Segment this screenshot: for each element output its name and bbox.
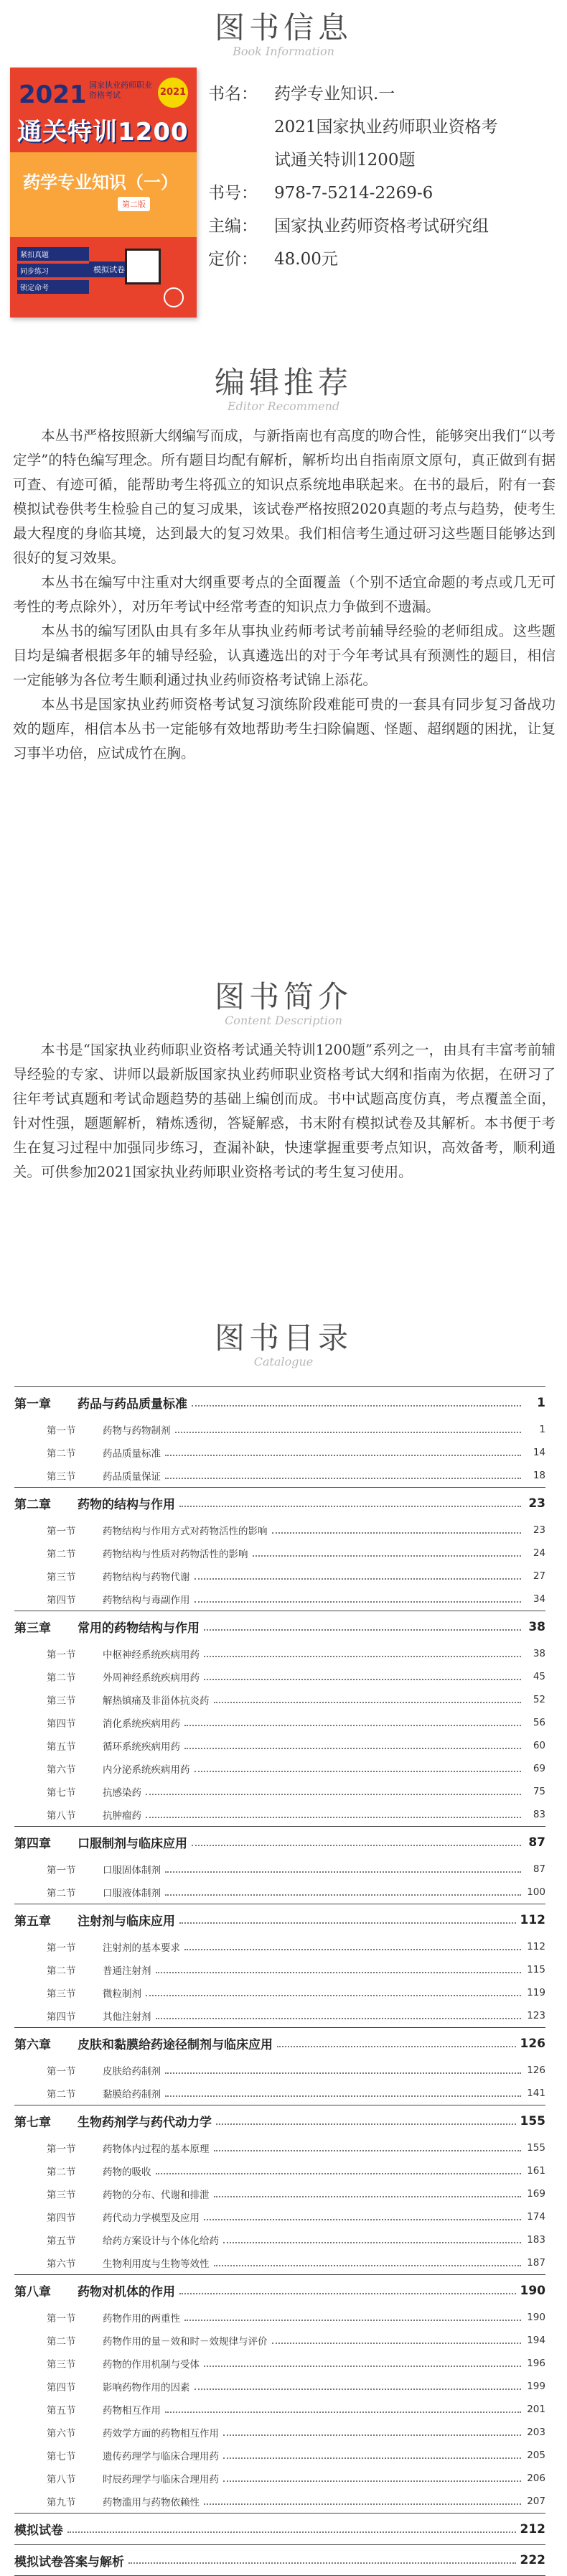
toc-chapter-number: 第六章	[14, 2038, 51, 2052]
toc-leader-dots	[195, 1601, 522, 1603]
toc-section-title: 注射剂的基本要求	[103, 1942, 180, 1954]
toc-section-number: 第四节	[47, 1718, 76, 1730]
toc-section-row	[14, 2136, 545, 2159]
toc-chapter-title: 注射剂与临床应用	[78, 1914, 175, 1929]
toc-chapter-number: 模拟试卷答案与解析	[14, 2554, 124, 2570]
toc-leader-dots	[223, 2457, 521, 2459]
toc-chapter-title: 皮肤和黏膜给药途径制剂与临床应用	[78, 2038, 273, 2052]
toc-chapter-number: 第三章	[14, 1621, 51, 1636]
toc-section-number: 第三节	[47, 2359, 76, 2371]
toc-section-number: 第四节	[47, 1595, 76, 1606]
toc-section-title: 药物的分布、代谢和排泄	[103, 2190, 210, 2201]
toc-section-page: 45	[533, 1671, 545, 1682]
toc-chapter-title: 药物的结构与作用	[78, 1498, 175, 1512]
toc-section-number: 第三节	[47, 1988, 76, 2000]
toc-section-page: 60	[533, 1740, 545, 1751]
toc-section-number: 第三节	[47, 1471, 76, 1483]
meta-label: 定价：	[208, 250, 258, 269]
toc-leader-dots	[179, 1922, 516, 1924]
toc-section-title: 药物作用的两重性	[103, 2313, 180, 2325]
toc-section-row	[14, 1935, 545, 1958]
meta-label	[208, 111, 274, 144]
toc-section-row	[14, 1441, 545, 1464]
toc-section-title: 药物结构与性质对药物活性的影响	[103, 1549, 248, 1560]
toc-chapter-row	[14, 2105, 545, 2136]
toc-chapter-number: 第二章	[14, 1498, 51, 1512]
book-info-heading-en: Book Information	[233, 45, 334, 58]
toc-chapter-row	[14, 2513, 545, 2544]
toc-leader-dots	[179, 1506, 521, 1507]
toc-section-number: 第二节	[47, 1448, 76, 1460]
catalogue-heading	[0, 1315, 567, 1368]
meta-value: 药学专业知识.一	[274, 85, 395, 103]
toc-leader-dots	[165, 2411, 521, 2413]
toc-section-row	[14, 2082, 545, 2105]
toc-section-row	[14, 2004, 545, 2027]
toc-leader-dots	[204, 1656, 521, 1657]
toc-section-title: 抗感染药	[103, 1787, 141, 1799]
toc-chapter-page: 190	[520, 2283, 545, 2298]
cover-tag: 模拟试卷	[89, 261, 129, 277]
toc-section-title: 给药方案设计与个体化给药	[103, 2236, 219, 2247]
toc-leader-dots	[165, 1894, 521, 1896]
toc-section-page: 123	[527, 2010, 545, 2021]
toc-leader-dots	[146, 1817, 521, 1818]
toc-section-title: 时辰药理学与临床合理用药	[103, 2474, 219, 2485]
toc-section-row	[14, 1464, 545, 1487]
toc-chapter-row	[14, 2274, 545, 2306]
toc-section-number: 第二节	[47, 2089, 76, 2100]
toc-section-page: 207	[527, 2496, 545, 2507]
toc-section-page: 24	[533, 1547, 545, 1559]
cover-big-title: 通关特训1200	[17, 118, 189, 147]
toc-section-page: 174	[527, 2211, 545, 2223]
toc-section-number: 第一节	[47, 2144, 76, 2155]
toc-leader-dots	[204, 1679, 521, 1680]
toc-section-number: 第八节	[47, 1810, 76, 1822]
toc-section-page: 119	[527, 1987, 545, 1998]
toc-section-page: 38	[533, 1648, 545, 1659]
meta-row-price	[208, 243, 553, 276]
toc-section-page: 115	[527, 1964, 545, 1975]
toc-section-number: 第三节	[47, 1695, 76, 1707]
toc-section-page: 199	[527, 2381, 545, 2392]
toc-section-row	[14, 2159, 545, 2182]
toc-section-page: 83	[533, 1809, 545, 1820]
editor-recommend-heading-en: Editor Recommend	[227, 399, 340, 413]
meta-value: 国家执业药师资格考试研究组	[274, 217, 489, 236]
editor-recommend-body	[13, 424, 556, 766]
toc-section-row	[14, 1665, 545, 1688]
toc-chapter-title: 口服制剂与临床应用	[78, 1837, 187, 1851]
toc-leader-dots	[216, 2123, 516, 2125]
toc-section-number: 第二节	[47, 1888, 76, 1899]
toc-chapter-page: 126	[520, 2036, 545, 2051]
paragraph: 本丛书严格按照新大纲编写而成，与新指南也有高度的吻合性，能够突出我们“以考定学”的特色编写理念。所有题目均配有解析，解析均出自指南原文原句，真正做到有据可查、有迹可循，能帮助考生将孤立的知识点系统地串联起来。在书的最后，附有一套模拟试卷供考生检验自己的复习成果，该试卷严格按照2020真题的考点与趋势，使考生最大程度的身临其境，达到最大的复习效果。我们相信考生通过研习这些题目能够达到很好的复习效果。	[13, 427, 556, 566]
catalogue-heading-cn: 图书目录	[214, 1320, 352, 1356]
toc-chapter-number: 第五章	[14, 1914, 51, 1929]
toc-section-page: 34	[533, 1593, 545, 1605]
toc-leader-dots	[184, 1949, 521, 1950]
toc-section-number: 第六节	[47, 2258, 76, 2270]
toc-leader-dots	[223, 2434, 521, 2436]
toc-section-page: 27	[533, 1570, 545, 1582]
toc-section-row	[14, 2329, 545, 2352]
toc-section-row	[14, 2306, 545, 2329]
toc-leader-dots	[195, 1578, 522, 1580]
toc-section-title: 口服固体制剂	[103, 1865, 161, 1876]
toc-leader-dots	[204, 2503, 521, 2505]
toc-chapter-number: 第一章	[14, 1397, 51, 1412]
toc-leader-dots	[272, 2343, 522, 2344]
toc-section-row	[14, 2205, 545, 2228]
toc-section-number: 第一节	[47, 1865, 76, 1876]
book-info-heading	[0, 4, 567, 58]
cover-subject: 药学专业知识（一）	[23, 172, 178, 193]
toc-section-number: 第七节	[47, 2451, 76, 2463]
toc-section-title: 药物结构与药物代谢	[103, 1572, 190, 1583]
description-heading-cn: 图书简介	[214, 979, 352, 1014]
cover-year: 2021	[19, 80, 87, 109]
toc-section-page: 196	[527, 2358, 545, 2369]
toc-section-title: 遗传药理学与临床合理用药	[103, 2451, 219, 2463]
toc-section-number: 第一节	[47, 1425, 76, 1437]
toc-section-row	[14, 1858, 545, 1881]
paragraph: 本丛书在编写中注重对大纲重要考点的全面覆盖（个别不适宜命题的考点或几无可考性的考点除外），对历年考试中经常考查的知识点力争做到不遗漏。	[13, 574, 556, 615]
toc-section-number: 第一节	[47, 1526, 76, 1537]
toc-chapter-row	[14, 1487, 545, 1519]
toc-section-title: 药物与药物制剂	[103, 1425, 171, 1437]
cover-chip: 同步练习	[17, 264, 89, 277]
toc-leader-dots	[179, 2293, 516, 2294]
toc-section-row	[14, 1734, 545, 1757]
toc-section-title: 药品质量标准	[103, 1448, 161, 1460]
toc-section-page: 87	[533, 1863, 545, 1875]
toc-leader-dots	[165, 1478, 521, 1479]
description-body	[13, 1038, 556, 1185]
toc-section-page: 75	[533, 1786, 545, 1797]
meta-row-title-cont	[208, 111, 553, 144]
toc-section-page: 69	[533, 1763, 545, 1774]
toc-section-number: 第二节	[47, 2167, 76, 2178]
toc-leader-dots	[146, 1995, 521, 1996]
toc-section-row	[14, 2352, 545, 2375]
toc-leader-dots	[67, 2531, 516, 2533]
toc-section-page: 206	[527, 2473, 545, 2484]
toc-section-title: 药品质量保证	[103, 1471, 161, 1483]
cover-year-badge: 2021	[158, 78, 188, 108]
toc-leader-dots	[192, 1845, 521, 1846]
meta-row-title-cont2	[208, 144, 553, 177]
cover-edition: 第二版	[118, 197, 150, 211]
toc-section-row	[14, 1418, 545, 1441]
toc-section-number: 第二节	[47, 1965, 76, 1977]
publisher-logo-icon	[164, 287, 184, 307]
toc-chapter-title: 常用的药物结构与作用	[78, 1621, 200, 1636]
toc-leader-dots	[204, 2219, 521, 2220]
toc-leader-dots	[277, 2046, 516, 2047]
toc-leader-dots	[184, 1748, 521, 1749]
toc-section-page: 112	[527, 1941, 545, 1952]
cover-chip: 锁定命考	[17, 280, 89, 294]
toc-section-title: 循环系统疾病用药	[103, 1741, 180, 1753]
toc-section-page: 203	[527, 2427, 545, 2438]
toc-section-page: 190	[527, 2312, 545, 2323]
toc-section-number: 第一节	[47, 2313, 76, 2325]
toc-section-title: 抗肿瘤药	[103, 1810, 141, 1822]
toc-leader-dots	[165, 2095, 521, 2097]
toc-section-number: 第五节	[47, 2236, 76, 2247]
toc-chapter-row	[14, 2027, 545, 2059]
paragraph: 本丛书是国家执业药师资格考试复习演练阶段难能可贵的一套具有同步复习备战功效的题库，相信本丛书一定能够有效地帮助考生扫除偏题、怪题、超纲题的困扰，让复习事半功倍，应试成竹在胸。	[13, 696, 556, 761]
toc-section-title: 消化系统疾病用药	[103, 1718, 180, 1730]
toc-leader-dots	[175, 1432, 522, 1433]
toc-chapter-row	[14, 1826, 545, 1858]
toc-chapter-number: 第四章	[14, 1837, 51, 1851]
cover-chip: 紧扣真题	[17, 247, 89, 261]
toc-section-title: 口服液体制剂	[103, 1888, 161, 1899]
book-info-heading-cn: 图书信息	[214, 10, 352, 45]
meta-value: 试通关特训1200题	[274, 151, 416, 170]
toc-leader-dots	[184, 1725, 521, 1726]
toc-section-row	[14, 1588, 545, 1611]
toc-section-title: 其他注射剂	[103, 2011, 151, 2023]
toc-section-page: 194	[527, 2335, 545, 2346]
toc-section-page: 56	[533, 1717, 545, 1728]
table-of-contents	[14, 1386, 545, 2576]
toc-section-number: 第二节	[47, 1672, 76, 1684]
toc-chapter-row	[14, 1611, 545, 1642]
toc-section-row	[14, 2444, 545, 2467]
toc-chapter-title: 药品与药品质量标准	[78, 1397, 187, 1412]
toc-section-number: 第七节	[47, 1787, 76, 1799]
toc-section-title: 药物滥用与药物依赖性	[103, 2497, 200, 2508]
toc-section-number: 第二节	[47, 1549, 76, 1560]
toc-chapter-row	[14, 1386, 545, 1418]
meta-row-isbn	[208, 177, 553, 210]
toc-section-title: 皮肤给药制剂	[103, 2066, 161, 2077]
toc-chapter-row	[14, 1904, 545, 1935]
cover-chips	[17, 247, 89, 297]
meta-value: 48.00元	[274, 250, 338, 269]
toc-section-number: 第八节	[47, 2474, 76, 2485]
toc-section-number: 第一节	[47, 1649, 76, 1661]
toc-section-title: 药物体内过程的基本原理	[103, 2144, 210, 2155]
meta-label: 书号：	[208, 184, 258, 203]
toc-section-row	[14, 2421, 545, 2444]
toc-chapter-page: 112	[520, 1912, 545, 1927]
toc-section-page: 126	[527, 2065, 545, 2076]
toc-chapter-title: 药物对机体的作用	[78, 2285, 175, 2299]
toc-section-number: 第四节	[47, 2382, 76, 2394]
toc-leader-dots	[156, 2173, 522, 2174]
toc-section-number: 第六节	[47, 1764, 76, 1776]
toc-section-row	[14, 2467, 545, 2490]
toc-section-row	[14, 1780, 545, 1803]
toc-section-title: 内分泌系统疾病用药	[103, 1764, 190, 1776]
toc-section-title: 外周神经系统疾病用药	[103, 1672, 200, 1684]
meta-label	[208, 144, 274, 177]
toc-section-number: 第五节	[47, 1741, 76, 1753]
toc-leader-dots	[165, 1871, 521, 1873]
toc-section-row	[14, 1688, 545, 1711]
toc-leader-dots	[195, 2389, 522, 2390]
toc-section-row	[14, 2490, 545, 2513]
toc-leader-dots	[214, 2265, 522, 2266]
toc-section-page: 155	[527, 2142, 545, 2154]
toc-section-number: 第四节	[47, 2213, 76, 2224]
toc-section-page: 1	[539, 1424, 545, 1435]
toc-chapter-page: 23	[528, 1496, 545, 1511]
toc-section-page: 201	[527, 2404, 545, 2415]
toc-section-number: 第一节	[47, 1942, 76, 1954]
cover-subject-band	[10, 152, 197, 237]
toc-section-title: 药物相互作用	[103, 2405, 161, 2417]
toc-leader-dots	[223, 2480, 521, 2482]
toc-leader-dots	[214, 2196, 522, 2197]
toc-leader-dots	[192, 1405, 521, 1407]
paragraph: 本书是“国家执业药师职业资格考试通关特训1200题”系列之一，由具有丰富考前辅导经验的专家、讲师以最新版国家执业药师职业资格考试大纲和指南为依据，在研习了往年考试真题和考试命题趋势的基础上编创而成。书中试题高度仿真，考点覆盖全面，针对性强，题题解析，精炼透彻，答疑解惑，书末附有模拟试卷及其解析。本书便于考生在复习过程中加强同步练习，查漏补缺，快速掌握重要考点知识，高效备考，顺利通关。可供参加2021国家执业药师职业资格考试的考生复习使用。	[13, 1042, 556, 1180]
cover-small-title: 国家执业药师职业资格考试	[89, 80, 152, 100]
toc-chapter-title: 生物药剂学与药代动力学	[78, 2116, 212, 2130]
toc-section-row	[14, 2398, 545, 2421]
toc-chapter-page: 38	[528, 1619, 545, 1634]
meta-label: 主编：	[208, 217, 258, 236]
toc-section-row	[14, 1981, 545, 2004]
toc-section-row	[14, 1803, 545, 1826]
toc-section-title: 影响药物作用的因素	[103, 2382, 190, 2394]
toc-section-row	[14, 1757, 545, 1780]
toc-chapter-number: 第八章	[14, 2285, 51, 2299]
toc-leader-dots	[156, 2018, 522, 2019]
toc-section-page: 183	[527, 2234, 545, 2246]
qr-code-icon	[125, 249, 161, 284]
toc-section-page: 18	[533, 1470, 545, 1481]
catalogue-heading-en: Catalogue	[253, 1355, 314, 1368]
toc-section-page: 52	[533, 1694, 545, 1705]
description-heading-en: Content Description	[225, 1014, 342, 1027]
toc-section-title: 药物结构与毒副作用	[103, 1595, 190, 1606]
toc-section-page: 205	[527, 2450, 545, 2461]
meta-value: 978-7-5214-2269-6	[274, 184, 434, 203]
toc-section-title: 生物利用度与生物等效性	[103, 2258, 210, 2270]
meta-row-title	[208, 78, 553, 111]
toc-section-title: 药物的作用机制与受体	[103, 2359, 200, 2371]
toc-section-number: 第四节	[47, 2011, 76, 2023]
toc-leader-dots	[214, 1702, 522, 1703]
meta-label: 书名：	[208, 85, 258, 103]
book-cover-image	[10, 68, 197, 318]
toc-leader-dots	[214, 2150, 522, 2151]
toc-leader-dots	[165, 1455, 521, 1456]
toc-leader-dots	[253, 1555, 522, 1557]
toc-section-row	[14, 1958, 545, 1981]
toc-leader-dots	[195, 1771, 522, 1772]
toc-section-page: 169	[527, 2188, 545, 2200]
description-heading	[0, 973, 567, 1027]
toc-section-page: 23	[533, 1524, 545, 1536]
toc-section-number: 第五节	[47, 2405, 76, 2417]
toc-section-page: 187	[527, 2257, 545, 2269]
toc-section-row	[14, 2059, 545, 2082]
toc-leader-dots	[128, 2562, 516, 2564]
toc-section-row	[14, 1881, 545, 1904]
toc-leader-dots	[204, 2366, 521, 2367]
toc-section-number: 第九节	[47, 2497, 76, 2508]
toc-chapter-page: 1	[537, 1395, 545, 1410]
toc-section-page: 141	[527, 2088, 545, 2099]
toc-section-number: 第三节	[47, 2190, 76, 2201]
book-meta	[208, 78, 553, 276]
toc-section-title: 微粒制剂	[103, 1988, 141, 2000]
toc-chapter-page: 222	[520, 2553, 545, 2567]
toc-chapter-page: 212	[520, 2521, 545, 2536]
toc-chapter-number: 模拟试卷	[14, 2524, 63, 2538]
toc-section-number: 第六节	[47, 2428, 76, 2440]
toc-chapter-page: 87	[528, 1835, 545, 1850]
toc-leader-dots	[204, 1629, 521, 1631]
toc-section-row	[14, 1519, 545, 1542]
toc-section-title: 解热镇痛及非甾体抗炎药	[103, 1695, 210, 1707]
toc-section-row	[14, 1565, 545, 1588]
toc-section-row	[14, 2375, 545, 2398]
toc-section-row	[14, 1542, 545, 1565]
toc-section-row	[14, 2251, 545, 2274]
paragraph: 本丛书的编写团队由具有多年从事执业药师考试考前辅导经验的老师组成。这些题目均是编者根据多年的辅导经验，认真遴选出的对于今年考试具有预测性的题目，相信一定能够为各位考生顺利通过执业药师资格考试锦上添花。	[13, 623, 556, 688]
toc-section-number: 第二节	[47, 2336, 76, 2348]
toc-section-row	[14, 2182, 545, 2205]
toc-leader-dots	[223, 2242, 521, 2243]
editor-recommend-heading-cn: 编辑推荐	[214, 365, 352, 400]
toc-section-title: 药物结构与作用方式对药物活性的影响	[103, 1526, 268, 1537]
toc-section-title: 中枢神经系统疾病用药	[103, 1649, 200, 1661]
toc-section-number: 第三节	[47, 1572, 76, 1583]
toc-leader-dots	[272, 1532, 522, 1534]
toc-section-title: 药物的吸收	[103, 2167, 151, 2178]
editor-recommend-heading	[0, 359, 567, 413]
toc-section-row	[14, 1711, 545, 1734]
toc-section-title: 普通注射剂	[103, 1965, 151, 1977]
toc-section-page: 100	[527, 1886, 545, 1898]
toc-section-page: 14	[533, 1447, 545, 1458]
toc-section-number: 第一节	[47, 2066, 76, 2077]
toc-section-page: 161	[527, 2165, 545, 2177]
toc-section-title: 药物作用的量－效和时－效规律与评价	[103, 2336, 268, 2348]
toc-chapter-number: 第七章	[14, 2116, 51, 2130]
toc-section-title: 药效学方面的药物相互作用	[103, 2428, 219, 2440]
toc-section-title: 药代动力学模型及应用	[103, 2213, 200, 2224]
meta-row-editor	[208, 210, 553, 243]
toc-section-row	[14, 2228, 545, 2251]
toc-section-row	[14, 1642, 545, 1665]
toc-section-title: 黏膜给药制剂	[103, 2089, 161, 2100]
toc-leader-dots	[156, 1972, 522, 1973]
toc-leader-dots	[146, 1794, 521, 1795]
toc-chapter-page: 155	[520, 2113, 545, 2128]
meta-value: 2021国家执业药师职业资格考	[274, 118, 498, 136]
toc-leader-dots	[184, 2320, 521, 2321]
toc-chapter-row	[14, 2544, 545, 2576]
toc-leader-dots	[165, 2072, 521, 2074]
